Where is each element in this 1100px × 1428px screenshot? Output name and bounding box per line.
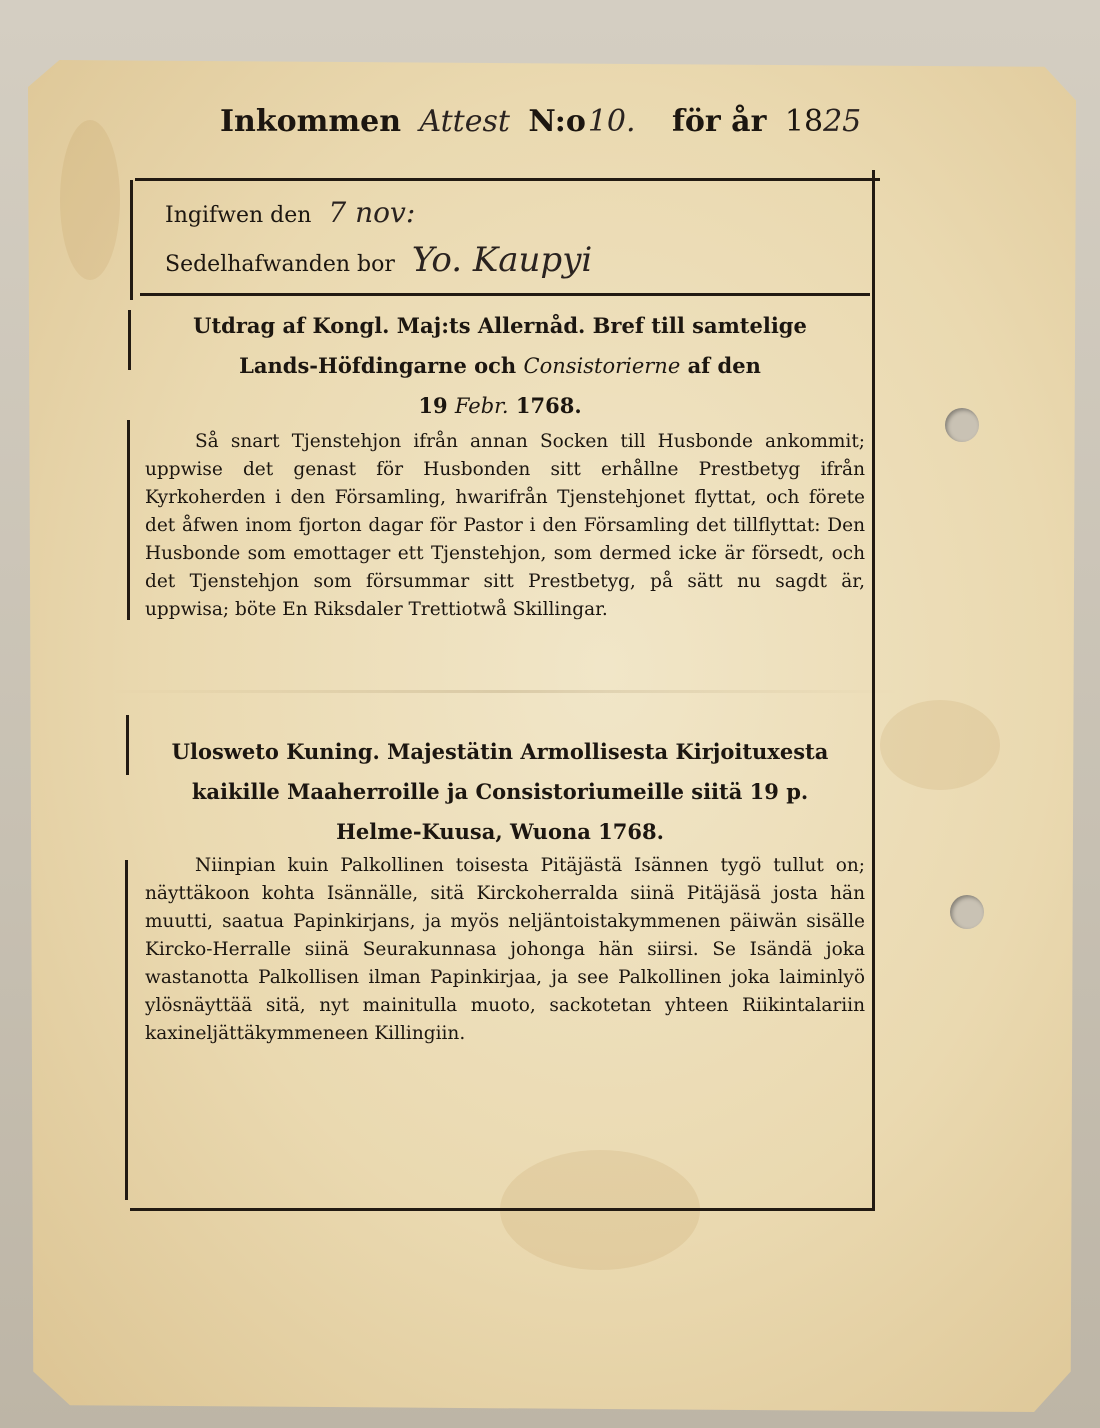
frame-left-segment	[125, 860, 128, 1200]
ingifwen-value: 7 nov:	[328, 196, 416, 229]
punch-hole	[950, 895, 984, 929]
finnish-heading-line3: Helme-Kuusa, Wuona 1768.	[336, 819, 664, 844]
finnish-heading	[130, 732, 870, 852]
swedish-heading-line2-b: Consistorierne	[523, 354, 681, 378]
frame-left-segment	[126, 715, 129, 775]
frame-left-segment	[127, 420, 130, 620]
sedelhafwanden-value: Yo. Kaupyi	[411, 240, 593, 280]
frame-left-rule	[130, 180, 133, 300]
inkommen-label: Inkommen	[220, 104, 402, 139]
ingifwen-label: Ingifwen den	[165, 203, 312, 228]
ingifwen-field	[165, 196, 415, 229]
swedish-heading-line1: Utdrag af Kongl. Maj:ts Allernåd. Bref till samtelige	[193, 313, 807, 338]
fields-bottom-rule	[140, 293, 870, 296]
sedelhafwanden-field	[165, 240, 592, 280]
year-prefix: 18	[784, 104, 824, 139]
swedish-heading-line3	[130, 386, 870, 426]
attest-handwritten: Attest	[419, 104, 510, 139]
frame-right-rule	[872, 170, 875, 1210]
year-suffix: 25	[823, 104, 862, 139]
form-title	[220, 104, 860, 154]
finnish-heading-line1: Ulosweto Kuning. Majestätin Armollisesta Kirjoituxesta	[171, 739, 829, 764]
stain	[60, 120, 120, 280]
frame-top-rule	[135, 178, 880, 181]
paper-fold	[110, 690, 900, 693]
finnish-heading-line2: kaikille Maaherroille ja Consistoriumeille siitä 19 p.	[191, 779, 809, 804]
swedish-body-text: Så snart Tjenstehjon ifrån annan Socken till Husbonde ankommit; uppwise det genast för Husbonden sitt erhållne Prestbetyg ifrån Kyrkoherden i den Församling, hwarifrån Tjenstehjonet flyttat, och förete det åfwen inom fjorton dagar för Pastor i den Församling det tillflyttat: Den Husbonde som emottager ett Tjenstehjon, som dermed icke är försedt, och det Tjenstehjon som försummar sitt Prestbetyg, på sätt nu sagdt är, uppwisa; böte En Riksdaler Trettiotwå Skillingar.	[145, 431, 865, 620]
finnish-body-text: Niinpian kuin Palkollinen toisesta Pitäjästä Isännen tygö tullut on; näyttäkoon kohta Isännälle, sitä Kirckoherralda siinä Pitäjäsä josta hän muutti, saatua Papinkirjans, ja myös neljäntoistakymmenen päiwän sisälle Kircko-Herralle siinä Seurakunnasa johonga hän siirsi. Se Isändä joka wastanotta Palkollisen ilman Papinkirjaa, ja see Palkollinen joka laiminlyö ylösnäyttää sitä, nyt mainitulla muoto, sackotetan yhteen Riikintalariin kaxineljättäkymmeneen Killingiin.	[145, 855, 865, 1044]
number-value: 10.	[587, 104, 636, 139]
frame-bottom-rule	[130, 1208, 875, 1211]
swedish-heading-line3-c: 1768.	[515, 393, 582, 418]
stain	[880, 700, 1000, 790]
swedish-heading-line3-b: Febr.	[454, 394, 509, 418]
punch-hole	[945, 408, 979, 442]
number-label: N:o	[528, 104, 586, 139]
finnish-body	[145, 852, 865, 1048]
swedish-heading-line2	[130, 346, 870, 386]
sedelhafwanden-label: Sedelhafwanden bor	[165, 252, 395, 277]
swedish-body	[145, 428, 865, 624]
year-label: för år	[672, 104, 767, 139]
swedish-heading-line2-c: af den	[687, 353, 761, 378]
swedish-heading	[130, 306, 870, 426]
swedish-heading-line3-a: 19	[418, 393, 448, 418]
swedish-heading-line2-a: Lands-Höfdingarne och	[239, 353, 517, 378]
